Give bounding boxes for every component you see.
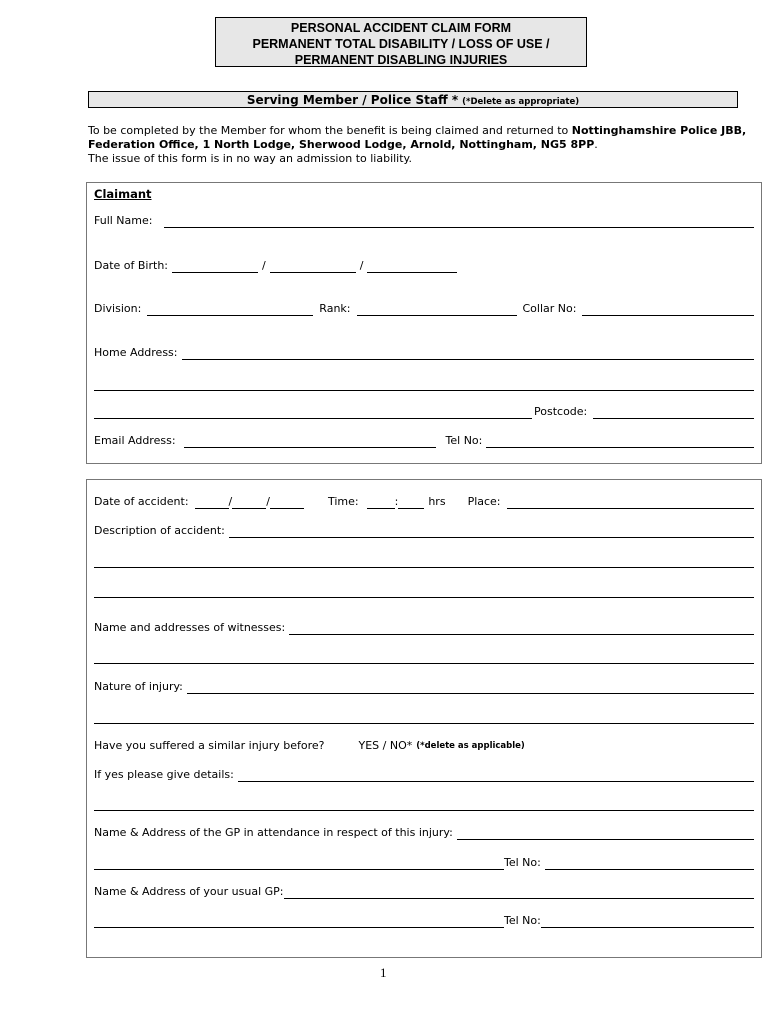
accident-date-separator: / <box>266 495 270 508</box>
dob-row <box>94 259 754 273</box>
time-colon: : <box>394 495 399 508</box>
description-field[interactable] <box>229 526 754 538</box>
witnesses-row-2 <box>94 650 754 664</box>
place-field[interactable] <box>507 497 754 509</box>
usual-gp-tel-field[interactable] <box>541 916 754 928</box>
description-row-3 <box>94 584 754 598</box>
postcode-label: Postcode: <box>534 405 588 418</box>
yes-no-option[interactable]: YES / NO* <box>358 739 413 752</box>
home-address-label: Home Address: <box>94 346 178 359</box>
form-title-line3: PERMANENT DISABLING INJURIES <box>294 53 508 67</box>
full-name-field[interactable] <box>164 216 754 228</box>
injury-field-2[interactable] <box>94 712 754 724</box>
time-minutes-field[interactable] <box>398 497 424 509</box>
gp-attendance-field-2[interactable] <box>94 858 504 870</box>
description-row-2 <box>94 554 754 568</box>
gp-attendance-label: Name & Address of the GP in attendance in respect of this injury: <box>94 826 453 839</box>
accident-date-row <box>94 495 754 509</box>
accident-date-label: Date of accident: <box>94 495 189 508</box>
gp-attendance-row-2 <box>94 856 754 870</box>
member-type-note: (*Delete as appropriate) <box>462 97 580 107</box>
division-row <box>94 302 754 316</box>
details-field-2[interactable] <box>94 799 754 811</box>
description-field-2[interactable] <box>94 556 754 568</box>
intro-text-plain: To be completed by the Member for whom the benefit is being claimed and returned to <box>88 124 572 137</box>
details-field[interactable] <box>238 770 754 782</box>
witnesses-field[interactable] <box>289 623 754 635</box>
usual-gp-row-2 <box>94 914 754 928</box>
form-title-line2: PERMANENT TOTAL DISABILITY / LOSS OF USE / <box>252 37 550 51</box>
usual-gp-row <box>94 885 754 899</box>
member-type-label: Serving Member / Police Staff * <box>246 93 459 107</box>
description-row <box>94 524 754 538</box>
intro-address: Nottinghamshire Police JBB, Federation Office, 1 North Lodge, Sherwood Lodge, Arnold, Nottingham, NG5 8PP <box>88 124 747 151</box>
dob-label: Date of Birth: <box>94 259 169 272</box>
injury-label: Nature of injury: <box>94 680 183 693</box>
gp-tel-label: Tel No: <box>504 856 541 869</box>
rank-field[interactable] <box>357 304 517 316</box>
contact-row <box>94 434 754 448</box>
postcode-field[interactable] <box>593 407 754 419</box>
witnesses-row <box>94 621 754 635</box>
intro-period: . <box>594 138 598 151</box>
home-address-field-3[interactable] <box>94 407 532 419</box>
home-address-field-2[interactable] <box>94 379 754 391</box>
accident-date-separator: / <box>228 495 233 508</box>
dob-month-field[interactable] <box>270 261 356 273</box>
accident-day-field[interactable] <box>195 497 229 509</box>
collar-label: Collar No: <box>522 302 577 315</box>
witnesses-field-2[interactable] <box>94 652 754 664</box>
home-address-field[interactable] <box>182 348 755 360</box>
accident-section <box>86 479 762 958</box>
tel-field[interactable] <box>486 436 754 448</box>
details-row-2 <box>94 797 754 811</box>
details-row <box>94 768 754 782</box>
dob-year-field[interactable] <box>367 261 457 273</box>
time-label: Time: <box>327 495 359 508</box>
division-label: Division: <box>94 302 142 315</box>
injury-row-2 <box>94 710 754 724</box>
accident-month-field[interactable] <box>232 497 266 509</box>
email-label: Email Address: <box>94 434 176 447</box>
rank-label: Rank: <box>319 302 351 315</box>
form-title-line1: PERSONAL ACCIDENT CLAIM FORM <box>290 21 512 35</box>
full-name-label: Full Name: <box>94 214 153 227</box>
gp-attendance-row <box>94 826 754 840</box>
full-name-row <box>94 214 754 228</box>
place-label: Place: <box>467 495 501 508</box>
claimant-section <box>86 182 762 464</box>
gp-tel-field[interactable] <box>545 858 754 870</box>
description-field-3[interactable] <box>94 586 754 598</box>
collar-field[interactable] <box>582 304 754 316</box>
injury-field[interactable] <box>187 682 754 694</box>
similar-injury-label: Have you suffered a similar injury before? <box>94 739 325 752</box>
home-address-row-2 <box>94 377 754 391</box>
accident-year-field[interactable] <box>270 497 304 509</box>
time-hours-field[interactable] <box>367 497 395 509</box>
home-address-row <box>94 346 754 360</box>
form-title-box <box>215 17 587 67</box>
usual-gp-tel-label: Tel No: <box>504 914 541 927</box>
usual-gp-label: Name & Address of your usual GP: <box>94 885 284 898</box>
intro-liability-note: The issue of this form is in no way an admission to liability. <box>88 152 412 165</box>
usual-gp-field-2[interactable] <box>94 916 504 928</box>
dob-day-field[interactable] <box>172 261 258 273</box>
yes-no-note: (*delete as applicable) <box>416 741 525 751</box>
email-field[interactable] <box>184 436 436 448</box>
member-type-bar <box>88 91 738 108</box>
injury-row <box>94 680 754 694</box>
intro-text <box>88 124 748 166</box>
dob-separator: / <box>359 259 364 272</box>
witnesses-label: Name and addresses of witnesses: <box>94 621 286 634</box>
tel-label: Tel No: <box>445 434 483 447</box>
postcode-row <box>94 405 754 419</box>
hrs-label: hrs <box>428 495 446 508</box>
description-label: Description of accident: <box>94 524 225 537</box>
claimant-heading: Claimant <box>94 187 152 201</box>
dob-separator: / <box>262 259 266 272</box>
gp-attendance-field[interactable] <box>457 828 754 840</box>
page-number: 1 <box>380 965 387 980</box>
usual-gp-field[interactable] <box>284 887 755 899</box>
similar-injury-row <box>94 739 754 753</box>
division-field[interactable] <box>147 304 313 316</box>
details-label: If yes please give details: <box>94 768 234 781</box>
